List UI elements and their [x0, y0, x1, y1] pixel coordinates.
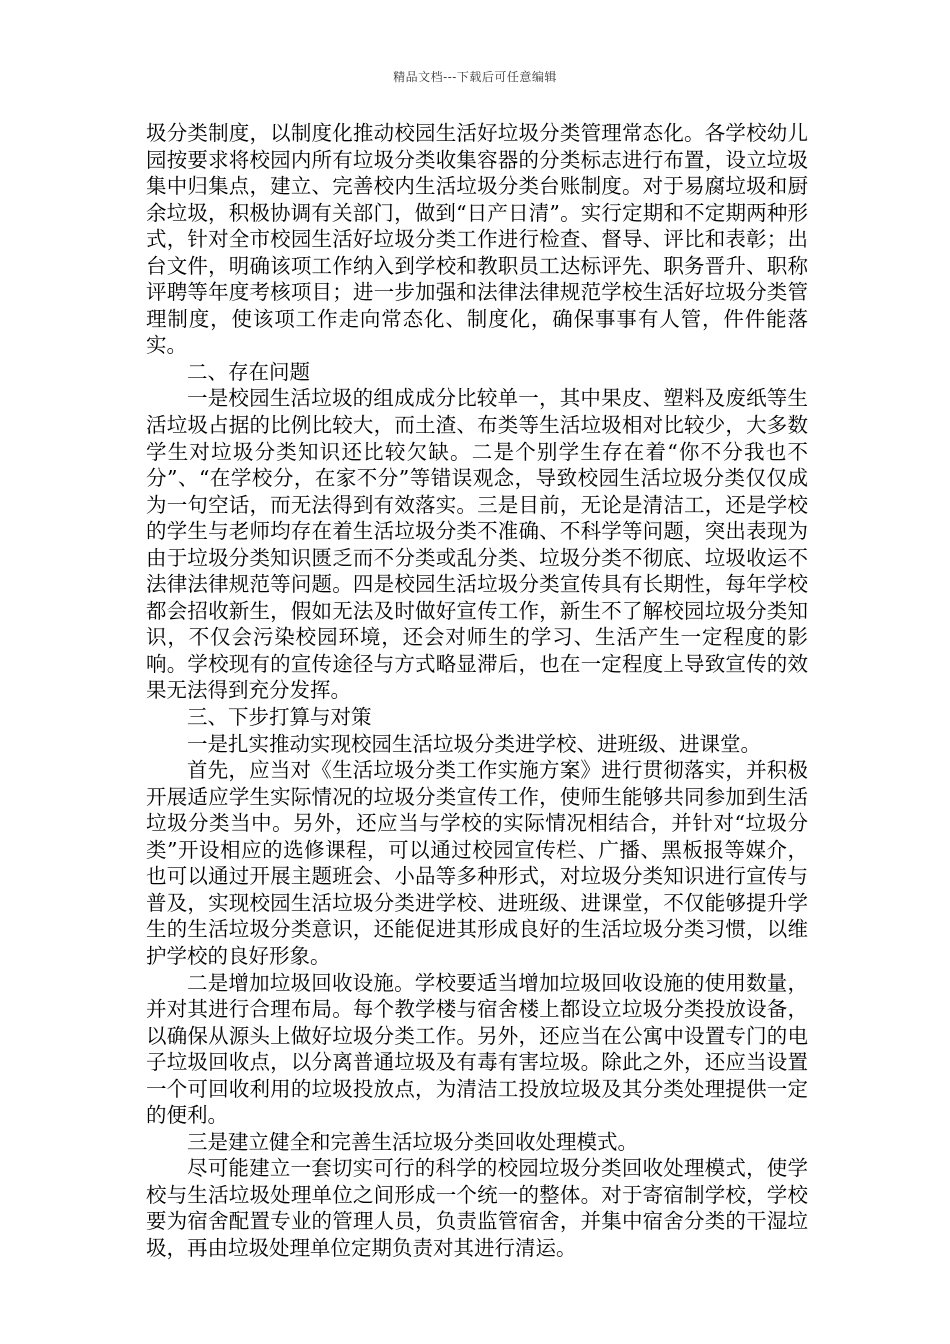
paragraph-problems: 一是校园生活垃圾的组成成分比较单一，其中果皮、塑料及废纸等生活垃圾占据的比例比较大，而土渣、布类等生活垃圾相对比较少，大多数学生对垃圾分类知识还比较欠缺。二是个别学生存在着“你不分我也不分”、“在学校分，在家不分”等错误观念，导致校园生活垃圾分类仅仅成为一句空话，而无法得到有效落实。三是目前，无论是清洁工，还是学校的学生与老师均存在着生活垃圾分类不准确、不科学等问题，突出表现为由于垃圾分类知识匮乏而不分类或乱分类、垃圾分类不彻底、垃圾收运不法律法律规范等问题。四是校园生活垃圾分类宣传具有长期性，每年学校都会招收新生，假如无法及时做好宣传工作，新生不了解校园垃圾分类知识，不仅会污染校园环境，还会对师生的学习、生活产生一定程度的影响。学校现有的宣传途径与方式略显滞后，也在一定程度上导致宣传的效果无法得到充分发挥。 — [146, 386, 808, 703]
paragraph-plan-three: 尽可能建立一套切实可行的科学的校园垃圾分类回收处理模式，使学校与生活垃圾处理单位之间形成一个统一的整体。对于寄宿制学校，学校要为宿舍配置专业的管理人员，负责监管宿舍，并集中宿舍分类的干湿垃圾，再由垃圾处理单位定期负责对其进行清运。 — [146, 1156, 808, 1260]
paragraph-plan-two: 二是增加垃圾回收设施。学校要适当增加垃圾回收设施的使用数量，并对其进行合理布局。每个教学楼与宿舍楼上都设立垃圾分类投放设备，以确保从源头上做好垃圾分类工作。另外，还应当在公寓中设置专门的电子垃圾回收点，以分离普通垃圾及有毒有害垃圾。除此之外，还应当设置一个可回收利用的垃圾投放点，为清洁工投放垃圾及其分类处理提供一定的便利。 — [146, 970, 808, 1128]
paragraph-plan-one: 首先，应当对《生活垃圾分类工作实施方案》进行贯彻落实，并积极开展适应学生实际情况的垃圾分类宣传工作，使师生能够共同参加到生活垃圾分类当中。另外，还应当与学校的实际情况相结合，并针对“垃圾分类”开设相应的选修课程，可以通过校园宣传栏、广播、黑板报等媒介，也可以通过开展主题班会、小品等多种形式，对垃圾分类知识进行宣传与普及，实现校园生活垃圾分类进学校、进班级、进课堂，不仅能够提升学生的生活垃圾分类意识，还能促进其形成良好的生活垃圾分类习惯，以维护学校的良好形象。 — [146, 758, 808, 968]
page-header: 精品文档---下载后可任意编辑 — [393, 70, 557, 84]
subheading-plan-one: 一是扎实推动实现校园生活垃圾分类进学校、进班级、进课堂。 — [187, 731, 761, 756]
subheading-plan-three: 三是建立健全和完善生活垃圾分类回收处理模式。 — [187, 1129, 638, 1154]
paragraph-continuation: 圾分类制度，以制度化推动校园生活好垃圾分类管理常态化。各学校幼儿园按要求将校园内所有垃圾分类收集容器的分类标志进行布置，设立垃圾集中归集点，建立、完善校内生活垃圾分类台账制度。对于易腐垃圾和厨余垃圾，积极协调有关部门，做到“日产日清”。实行定期和不定期两种形式，针对全市校园生活好垃圾分类工作进行检查、督导、评比和表彰；出台文件，明确该项工作纳入到学校和教职员工达标评先、职务晋升、职称评聘等年度考核项目；进一步加强和法律法律规范学校生活好垃圾分类管理制度，使该项工作走向常态化、制度化，确保事事有人管，件件能落实。 — [146, 121, 808, 358]
document-body — [146, 120, 808, 1262]
section-heading-plans: 三、下步打算与对策 — [187, 705, 372, 730]
section-heading-problems: 二、存在问题 — [187, 359, 310, 384]
